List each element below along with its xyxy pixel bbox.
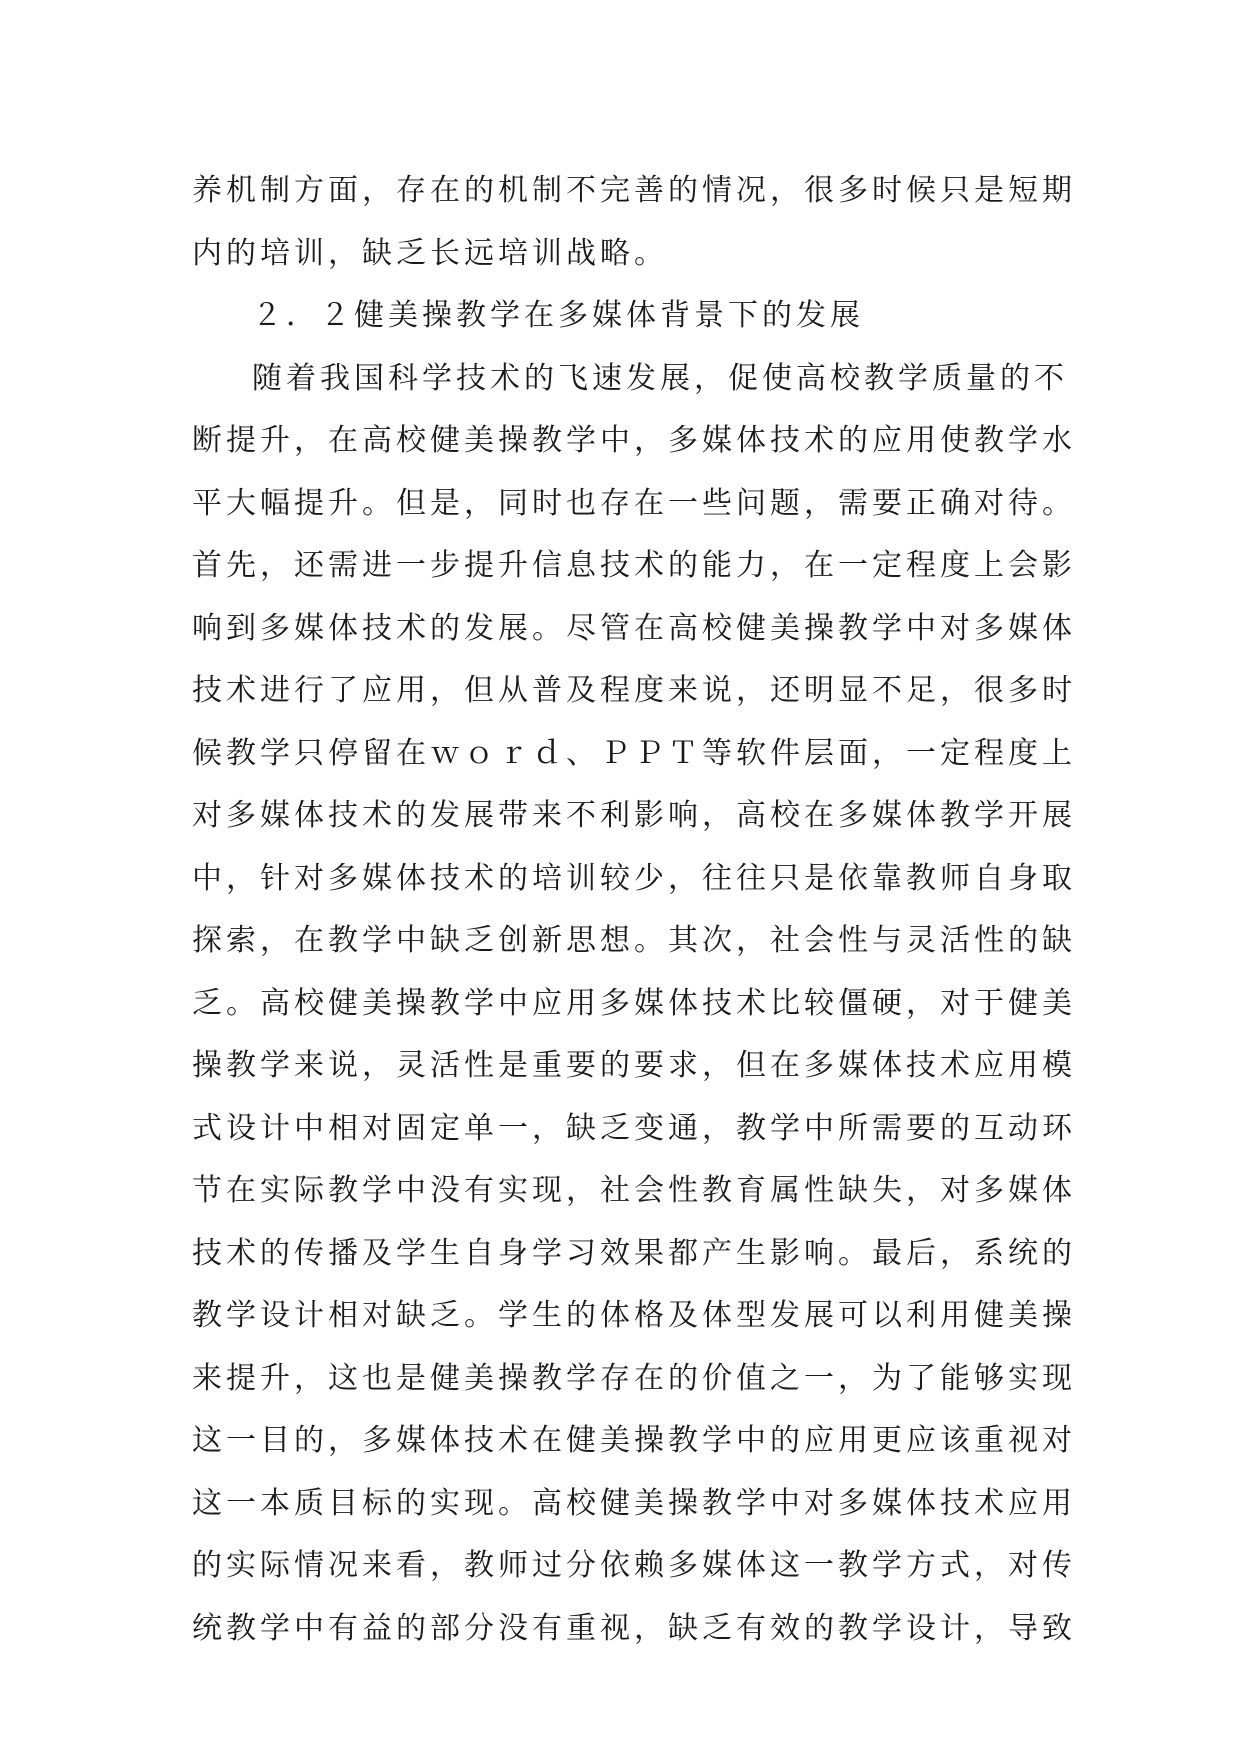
- text-line: 这一本质目标的实现。高校健美操教学中对多媒体技术应用: [192, 1485, 1076, 1521]
- text-line: 来提升，这也是健美操教学存在的价值之一，为了能够实现: [192, 1360, 1076, 1396]
- text-line: 这一目的，多媒体技术在健美操教学中的应用更应该重视对: [192, 1423, 1076, 1458]
- text-line: 首先，还需进一步提升信息技术的能力，在一定程度上会影: [192, 548, 1076, 583]
- text-line: 式设计中相对固定单一，缺乏变通，教学中所需要的互动环: [192, 1110, 1076, 1146]
- text-line: 教学设计相对缺乏。学生的体格及体型发展可以利用健美操: [192, 1298, 1076, 1333]
- section-heading-text: ２．２健美操教学在多媒体背景下的发展: [252, 298, 864, 333]
- text-line: 随着我国科学技术的飞速发展，促使高校教学质量的不: [252, 360, 1068, 396]
- text-line: 候教学只停留在ｗｏｒｄ、ＰＰＴ等软件层面，一定程度上: [192, 735, 1076, 771]
- text-line: 探索，在教学中缺乏创新思想。其次，社会性与灵活性的缺: [192, 923, 1076, 958]
- continued-paragraph: [192, 160, 1076, 285]
- text-line: 响到多媒体技术的发展。尽管在高校健美操教学中对多媒体: [192, 610, 1076, 646]
- text-line: 乏。高校健美操教学中应用多媒体技术比较僵硬，对于健美: [192, 985, 1076, 1021]
- text-line: 技术的传播及学生自身学习效果都产生影响。最后，系统的: [192, 1235, 1076, 1271]
- section-heading: [192, 285, 1072, 348]
- text-line: 的实际情况来看，教师过分依赖多媒体这一教学方式，对传: [192, 1548, 1076, 1583]
- document-body: [192, 160, 1076, 1660]
- text-line: 断提升，在高校健美操教学中，多媒体技术的应用使教学水: [192, 423, 1076, 458]
- text-line: 对多媒体技术的发展带来不利影响，高校在多媒体教学开展: [192, 798, 1076, 833]
- text-line: 统教学中有益的部分没有重视，缺乏有效的教学设计，导致: [192, 1610, 1076, 1646]
- text-line: 操教学来说，灵活性是重要的要求，但在多媒体技术应用模: [192, 1048, 1076, 1083]
- text-line: 平大幅提升。但是，同时也存在一些问题，需要正确对待。: [192, 485, 1076, 521]
- body-paragraph: [192, 348, 1076, 1661]
- text-line: 中，针对多媒体技术的培训较少，往往只是依靠教师自身取: [192, 860, 1076, 896]
- text-line: 养机制方面，存在的机制不完善的情况，很多时候只是短期: [192, 173, 1076, 208]
- text-line: 技术进行了应用，但从普及程度来说，还明显不足，很多时: [192, 673, 1076, 708]
- text-line: 节在实际教学中没有实现，社会性教育属性缺失，对多媒体: [192, 1173, 1076, 1208]
- text-line: 内的培训，缺乏长远培训战略。: [192, 235, 668, 271]
